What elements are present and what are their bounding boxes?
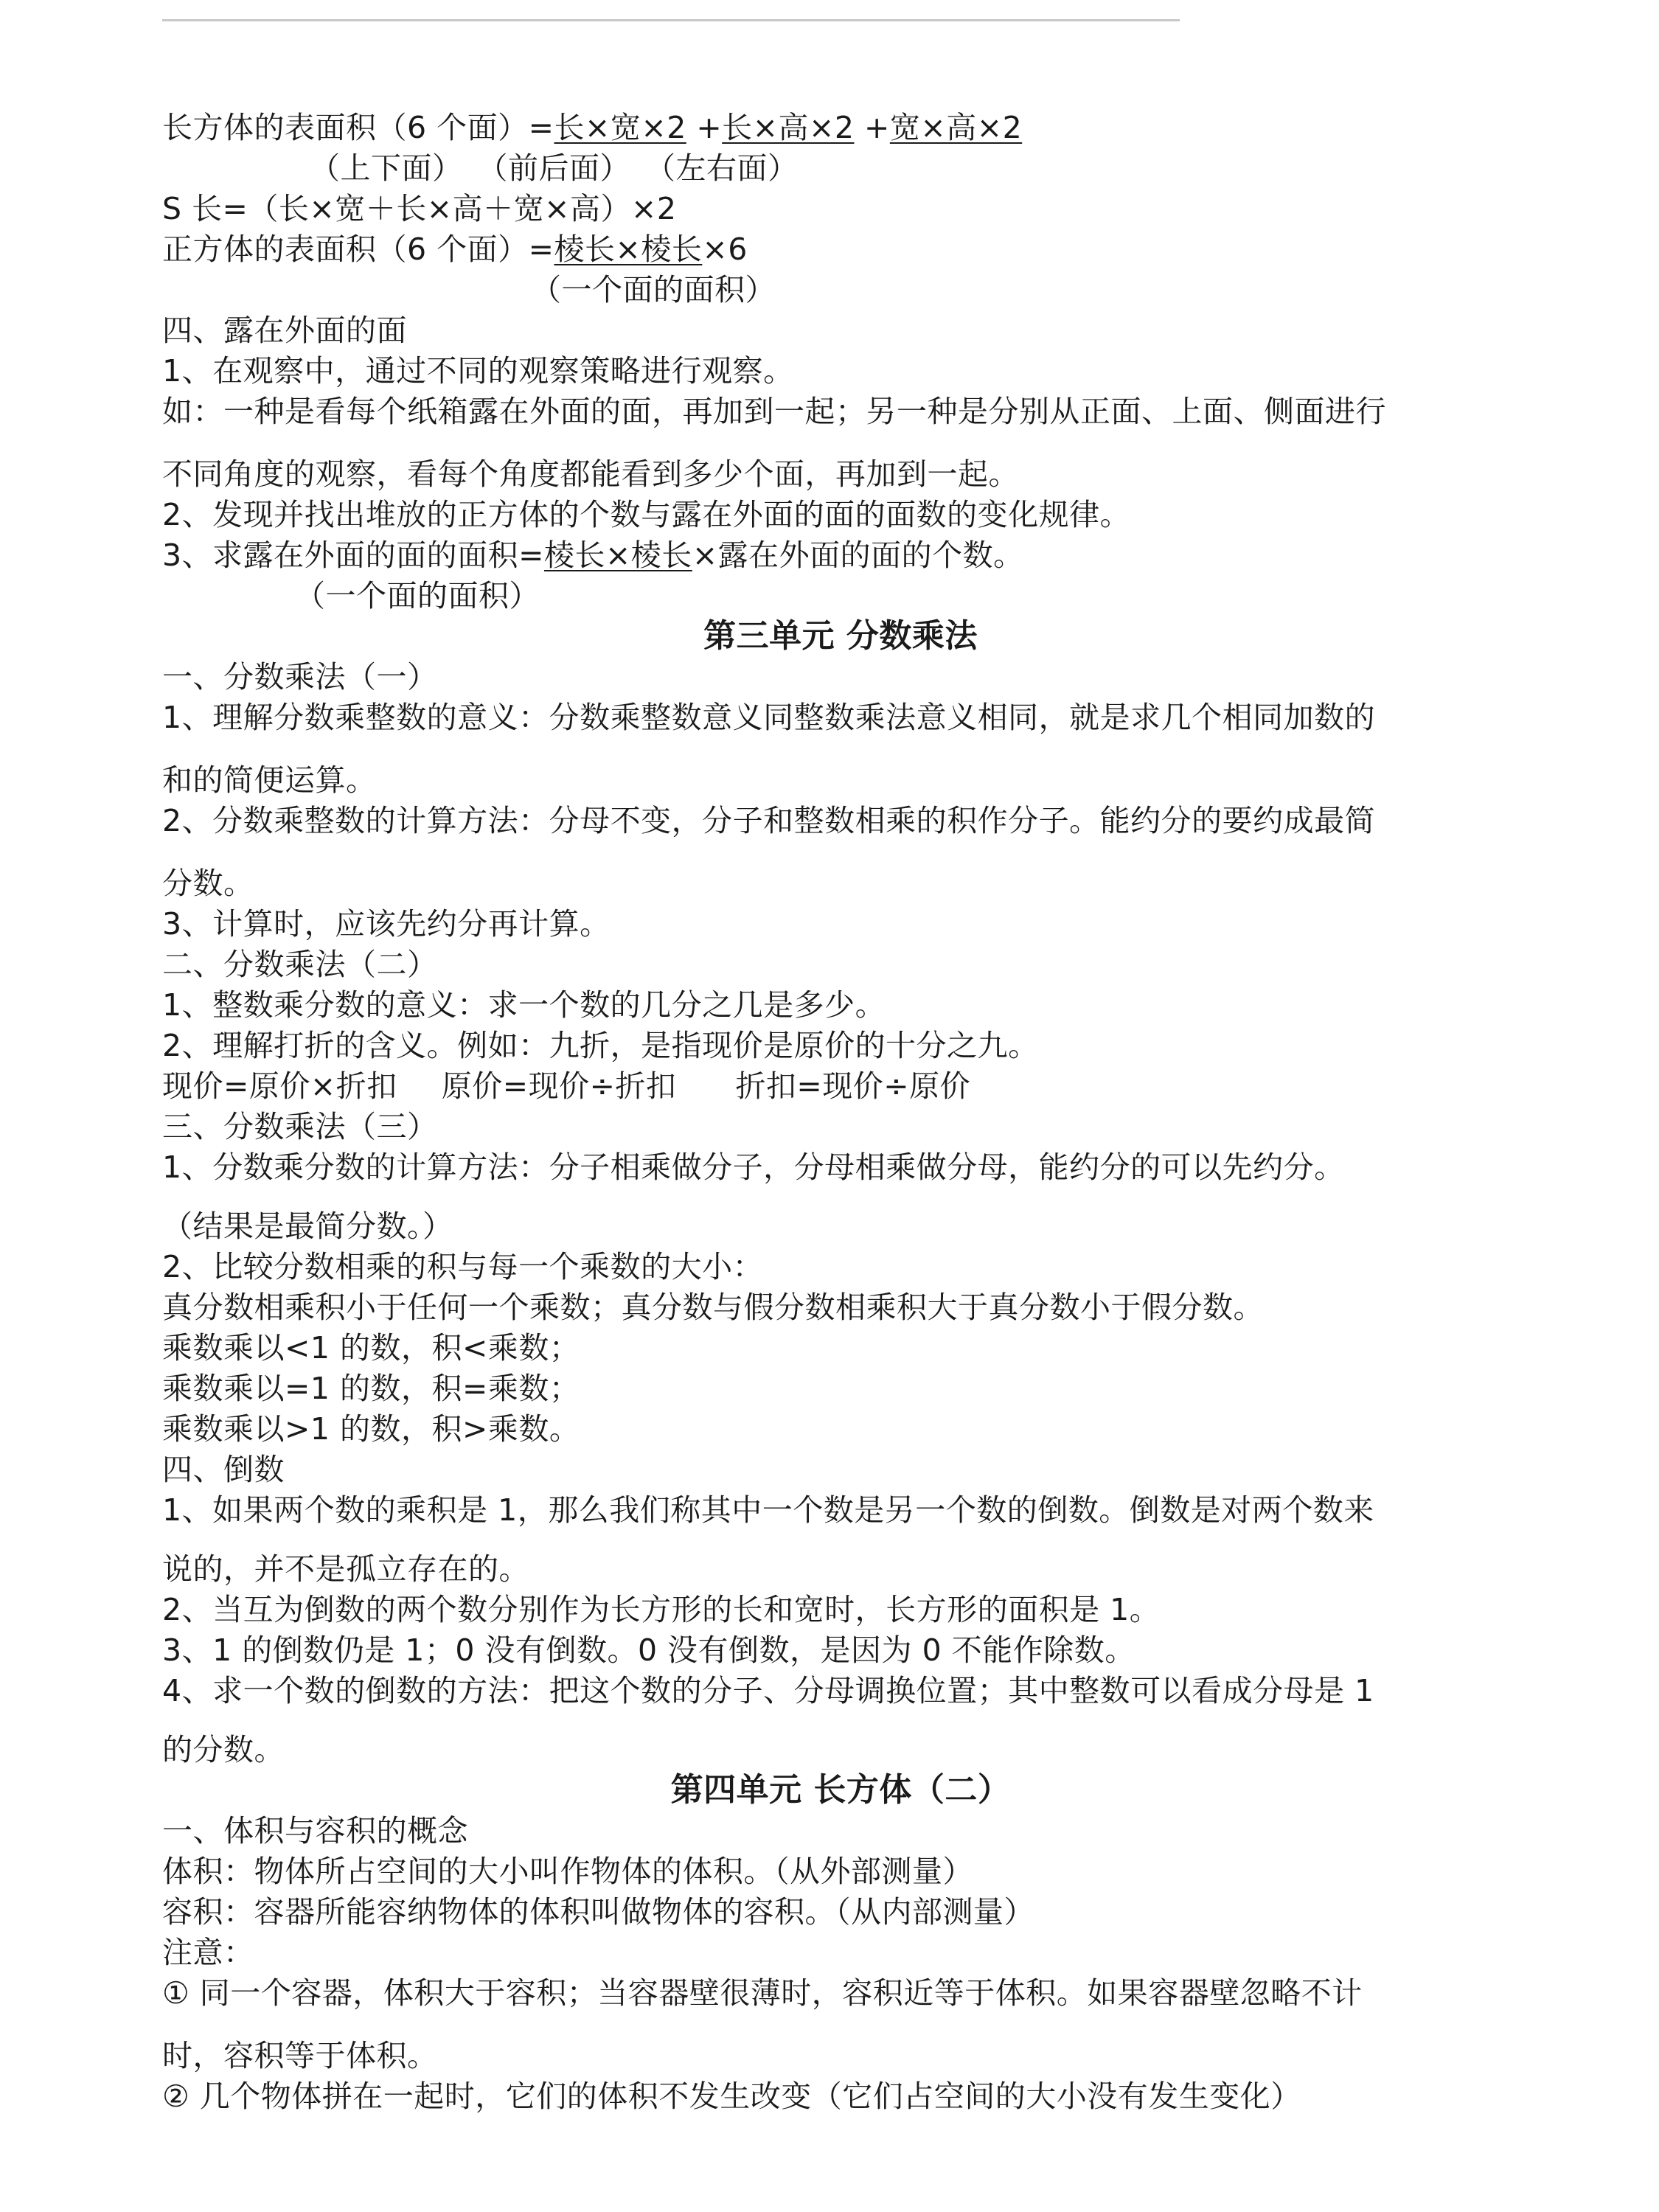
formula-current-price: 现价=原价×折扣 — [162, 1068, 397, 1104]
paragraph-line: 体积：物体所占空间的大小叫作物体的体积。（从外部测量） — [162, 1854, 973, 1889]
paragraph-line: 3、1 的倒数仍是 1；0 没有倒数。0 没有倒数，是因为 0 不能作除数。 — [162, 1632, 1135, 1668]
section-heading: 二、分数乘法（二） — [162, 947, 438, 982]
annotation-front-back: （前后面） — [477, 150, 630, 186]
section-heading: 四、露在外面的面 — [162, 313, 407, 348]
paragraph-line: 2、当互为倒数的两个数分别作为长方形的长和宽时，长方形的面积是 1。 — [162, 1592, 1161, 1627]
paragraph-line: 1、在观察中，通过不同的观察策略进行观察。 — [162, 353, 794, 389]
section-heading: 四、倒数 — [162, 1452, 285, 1487]
paragraph-line: 1、如果两个数的乘积是 1，那么我们称其中一个数是另一个数的倒数。倒数是对两个数来 — [162, 1492, 1374, 1528]
annotation-one-face-area: （一个面的面积） — [295, 578, 540, 613]
paragraph-line: 2、理解打折的含义。例如：九折，是指现价是原价的十分之九。 — [162, 1028, 1039, 1063]
paragraph-line: 容积：容器所能容纳物体的体积叫做物体的容积。（从内部测量） — [162, 1894, 1034, 1930]
section-heading: 一、体积与容积的概念 — [162, 1813, 468, 1848]
section-heading: 一、分数乘法（一） — [162, 659, 438, 695]
formula-term-front-back: 长×高×2 — [722, 110, 855, 145]
paragraph-line: 1、理解分数乘整数的意义：分数乘整数意义同整数乘法意义相同，就是求几个相同加数的 — [162, 700, 1376, 735]
formula-original-price: 原价=现价÷折扣 — [441, 1068, 677, 1104]
paragraph-line: （结果是最简分数。） — [162, 1208, 453, 1244]
paragraph-line: 和的简便运算。 — [162, 762, 377, 798]
paragraph-line: 真分数相乘积小于任何一个乘数；真分数与假分数相乘积大于真分数小于假分数。 — [162, 1290, 1264, 1325]
paragraph-line: 的分数。 — [162, 1732, 285, 1767]
formula-s-cuboid: S 长=（长×宽＋长×高＋宽×高）×2 — [162, 191, 677, 226]
annotation-left-right: （左右面） — [645, 150, 799, 186]
discount-formulas — [162, 1068, 970, 1105]
face-annotations — [162, 150, 799, 187]
paragraph-line: 说的，并不是孤立存在的。 — [162, 1551, 529, 1587]
paragraph-line: 乘数乘以>1 的数，积>乘数。 — [162, 1411, 580, 1447]
paragraph-line: 时，容积等于体积。 — [162, 2038, 438, 2073]
plus-sign: + — [854, 110, 890, 145]
unit-3-title: 第三单元 分数乘法 — [703, 617, 978, 655]
formula-exposed-area — [162, 537, 1024, 574]
plus-sign: + — [686, 110, 723, 145]
annotation-top-bottom: （上下面） — [310, 150, 463, 186]
paragraph-line: 1、整数乘分数的意义：求一个数的几分之几是多少。 — [162, 987, 886, 1023]
paragraph-line: 分数。 — [162, 866, 254, 901]
formula-term-left-right: 宽×高×2 — [889, 110, 1023, 145]
formula-discount: 折扣=现价÷原价 — [735, 1068, 971, 1104]
paragraph-line: 2、分数乘整数的计算方法：分母不变，分子和整数相乘的积作分子。能约分的要约成最简 — [162, 803, 1376, 838]
paragraph-line: 2、比较分数相乘的积与每一个乘数的大小： — [162, 1249, 764, 1284]
formula-label: 3、求露在外面的面的面积= — [162, 538, 544, 573]
paragraph-line: 4、求一个数的倒数的方法：把这个数的分子、分母调换位置；其中整数可以看成分母是 1 — [162, 1673, 1374, 1708]
paragraph-line: 3、计算时，应该先约分再计算。 — [162, 906, 611, 942]
formula-label: 正方体的表面积（6 个面）= — [162, 232, 554, 267]
paragraph-line: 乘数乘以<1 的数，积<乘数； — [162, 1330, 580, 1366]
formula-tail: ×露在外面的面的个数。 — [692, 538, 1024, 573]
formula-cuboid-surface-area — [162, 109, 1022, 146]
formula-cube-surface-area — [162, 231, 748, 268]
formula-term-face: 棱长×棱长 — [543, 538, 692, 573]
document-page — [162, 0, 1563, 2212]
formula-term-face: 棱长×棱长 — [554, 232, 703, 267]
paragraph-line: 如：一种是看每个纸箱露在外面的面，再加到一起；另一种是分别从正面、上面、侧面进行 — [162, 394, 1386, 429]
paragraph-line: 注意： — [162, 1935, 254, 1970]
formula-multiplier: ×6 — [702, 232, 748, 267]
paragraph-line: ② 几个物体拼在一起时，它们的体积不发生改变（它们占空间的大小没有发生变化） — [162, 2079, 1301, 2114]
paragraph-line: 不同角度的观察，看每个角度都能看到多少个面，再加到一起。 — [162, 456, 1019, 492]
paragraph-line: 2、发现并找出堆放的正方体的个数与露在外面的面的面数的变化规律。 — [162, 497, 1131, 532]
annotation-one-face-area: （一个面的面积） — [531, 272, 776, 307]
section-heading: 三、分数乘法（三） — [162, 1109, 438, 1144]
paragraph-line: 乘数乘以=1 的数，积=乘数； — [162, 1371, 580, 1406]
formula-term-top-bottom: 长×宽×2 — [554, 110, 686, 145]
formula-label: 长方体的表面积（6 个面）= — [162, 110, 554, 145]
unit-4-title: 第四单元 长方体（二） — [670, 1771, 1011, 1809]
paragraph-line: ① 同一个容器，体积大于容积；当容器壁很薄时，容积近等于体积。如果容器壁忽略不计 — [162, 1975, 1363, 2011]
paragraph-line: 1、分数乘分数的计算方法：分子相乘做分子，分母相乘做分母，能约分的可以先约分。 — [162, 1150, 1345, 1185]
